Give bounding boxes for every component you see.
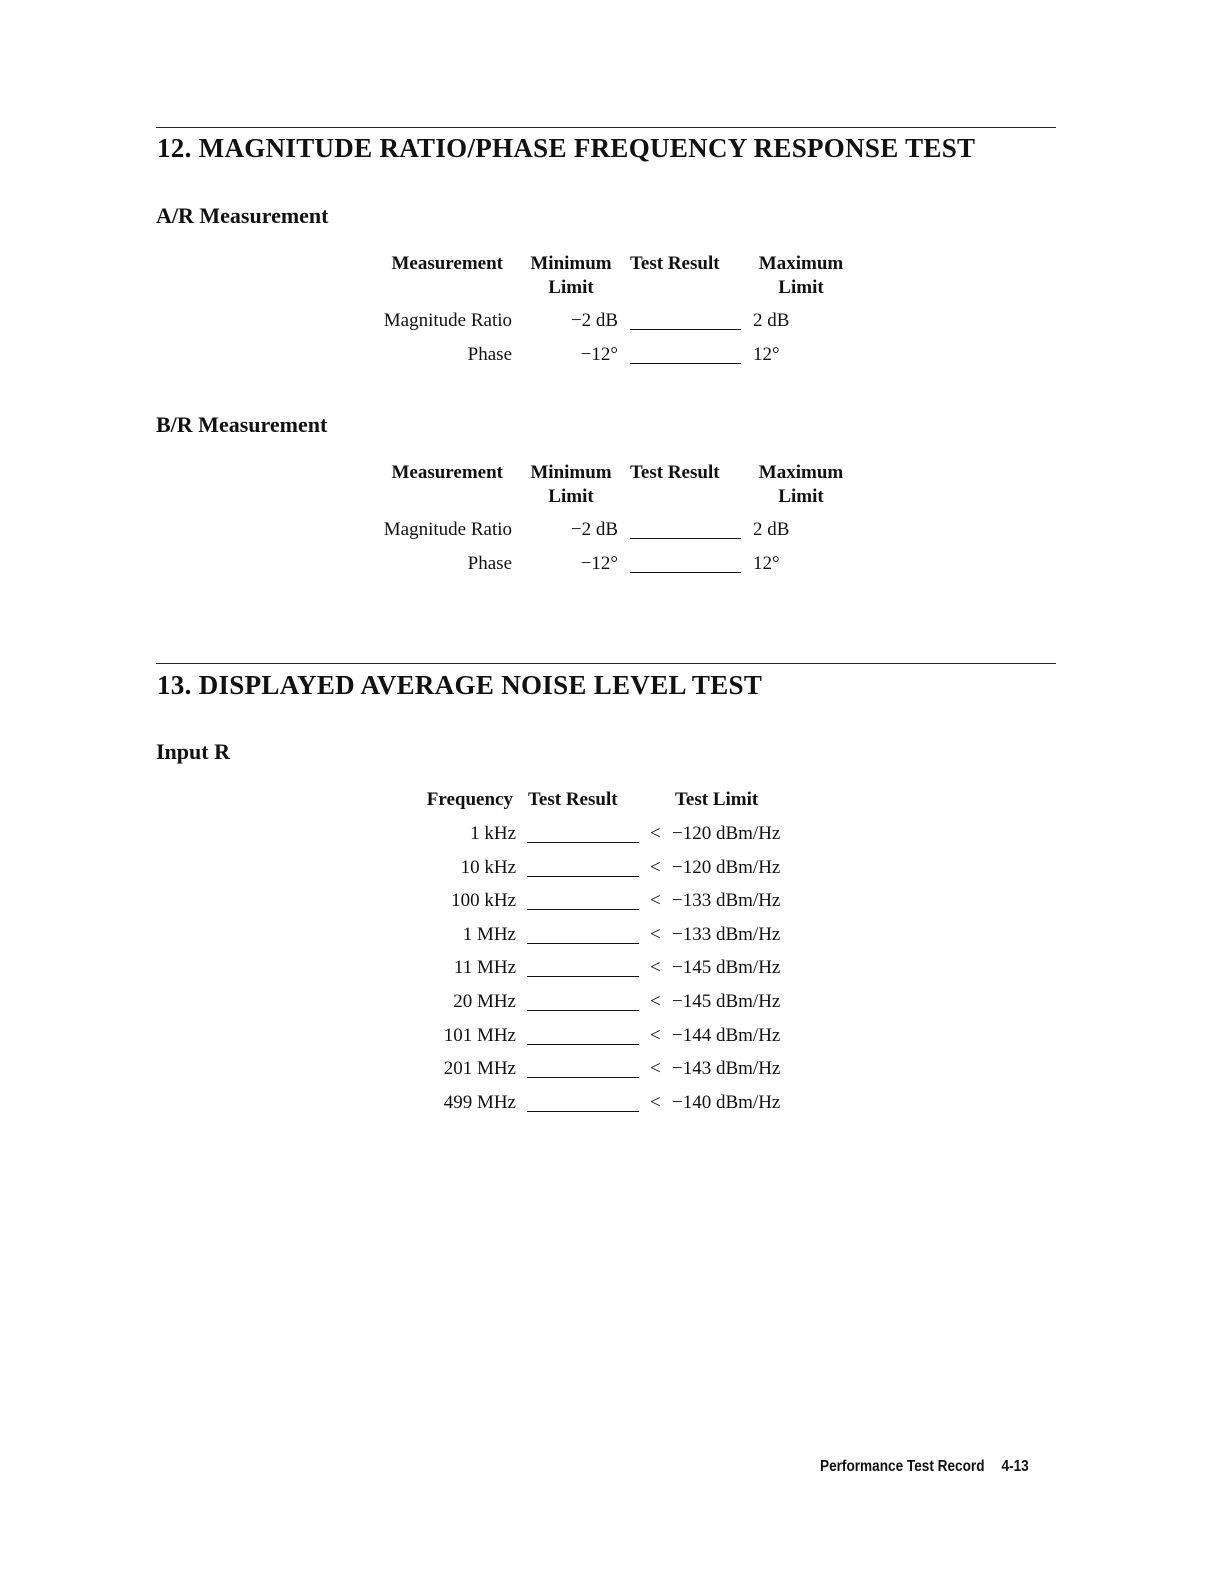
test-limit: −143 dBm/Hz — [672, 1058, 781, 1080]
header-test-result: Test Result — [630, 253, 720, 274]
minimum-limit: −2 dB — [570, 310, 618, 331]
test-limit: −145 dBm/Hz — [672, 957, 781, 979]
maximum-limit: 2 dB — [753, 519, 790, 540]
frequency: 499 MHz — [443, 1091, 516, 1113]
header-minimum: Minimum — [530, 253, 612, 274]
minimum-limit: −12° — [580, 343, 618, 365]
less-than: < — [650, 1024, 661, 1046]
section-13-title: 13. DISPLAYED AVERAGE NOISE LEVEL TEST — [157, 670, 763, 700]
header-maximum-limit: Limit — [778, 277, 824, 298]
section-13-rule — [156, 663, 1056, 664]
frequency: 101 MHz — [443, 1024, 516, 1046]
test-result-blank — [527, 1111, 639, 1112]
minimum-limit: −2 dB — [570, 519, 618, 540]
header-minimum: Minimum — [530, 462, 612, 483]
test-result-blank — [527, 943, 639, 944]
less-than: < — [650, 1058, 661, 1080]
frequency: 10 kHz — [460, 856, 516, 878]
header-maximum: Maximum — [758, 462, 844, 483]
frequency: 11 MHz — [453, 957, 516, 979]
minimum-limit: −12° — [580, 552, 618, 574]
header-minimum-limit: Limit — [548, 486, 594, 507]
frequency: 1 kHz — [470, 823, 516, 844]
less-than: < — [650, 923, 661, 945]
header-frequency: Frequency — [426, 789, 513, 810]
test-limit: −133 dBm/Hz — [672, 890, 781, 912]
input-r-title: Input R — [156, 739, 230, 764]
less-than: < — [650, 856, 661, 878]
footer-title: Performance Test Record — [820, 1458, 985, 1475]
subsection-title: B/R Measurement — [156, 412, 328, 437]
frequency: 100 kHz — [451, 890, 516, 912]
test-result-blank — [527, 976, 639, 977]
header-test-result: Test Result — [630, 462, 720, 483]
header-maximum: Maximum — [758, 253, 844, 274]
frequency: 201 MHz — [443, 1058, 516, 1080]
test-limit: −144 dBm/Hz — [672, 1024, 781, 1046]
header-maximum-limit: Limit — [778, 486, 824, 507]
less-than: < — [650, 890, 661, 912]
frequency: 1 MHz — [462, 923, 516, 945]
test-result-blank — [527, 1044, 639, 1045]
measurement-name: Magnitude Ratio — [383, 519, 512, 540]
less-than: < — [650, 823, 661, 844]
less-than: < — [650, 1091, 661, 1113]
section-12-title: 12. MAGNITUDE RATIO/PHASE FREQUENCY RESPONSE TEST — [157, 133, 976, 163]
section-12-rule — [156, 127, 1056, 128]
header-minimum-limit: Limit — [548, 277, 594, 298]
test-result-blank — [527, 842, 639, 843]
test-limit: −145 dBm/Hz — [672, 991, 781, 1012]
measurement-name: Magnitude Ratio — [383, 310, 512, 331]
maximum-limit: 2 dB — [753, 310, 790, 331]
page-footer — [820, 1458, 1029, 1476]
subsection-title: A/R Measurement — [156, 203, 329, 228]
header-measurement: Measurement — [391, 253, 503, 274]
test-result-blank — [527, 909, 639, 910]
maximum-limit: 12° — [753, 343, 780, 365]
less-than: < — [650, 991, 661, 1012]
maximum-limit: 12° — [753, 552, 780, 574]
page-number: 4-13 — [1001, 1458, 1029, 1475]
test-limit: −120 dBm/Hz — [672, 856, 781, 878]
measurement-name: Phase — [467, 552, 512, 574]
test-result-blank — [527, 876, 639, 877]
header-test-limit: Test Limit — [675, 789, 759, 810]
test-result-blank — [527, 1010, 639, 1011]
test-result-blank — [630, 329, 741, 330]
test-result-blank — [630, 363, 741, 364]
header-test-result: Test Result — [528, 789, 618, 810]
test-limit: −133 dBm/Hz — [672, 923, 781, 945]
test-limit: −120 dBm/Hz — [672, 823, 781, 844]
test-result-blank — [630, 538, 741, 539]
test-limit: −140 dBm/Hz — [672, 1091, 781, 1113]
test-result-blank — [630, 572, 741, 573]
header-measurement: Measurement — [391, 462, 503, 483]
frequency: 20 MHz — [453, 991, 516, 1012]
measurement-name: Phase — [467, 343, 512, 365]
less-than: < — [650, 957, 661, 979]
test-result-blank — [527, 1077, 639, 1078]
